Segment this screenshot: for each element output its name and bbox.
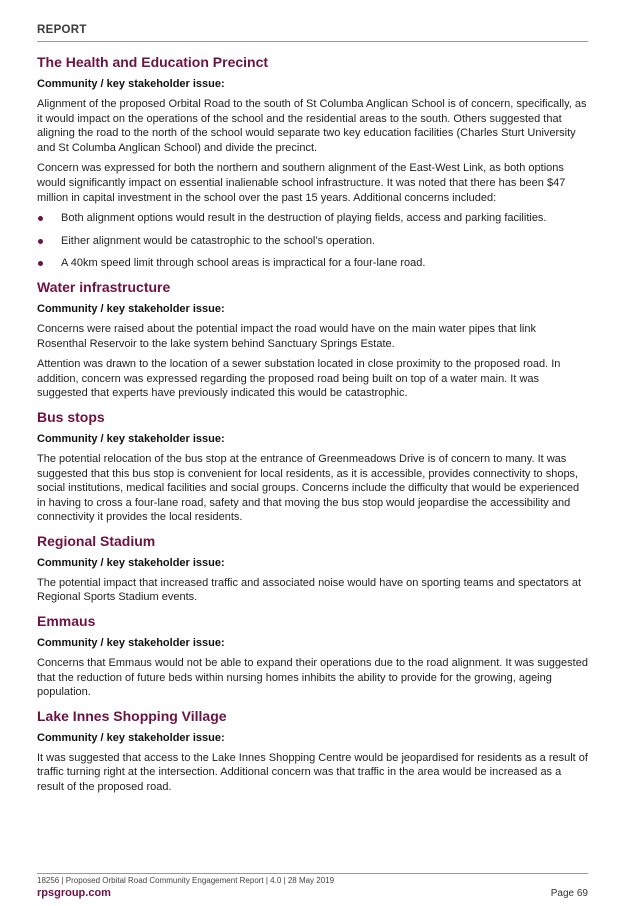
section-regional-stadium: [37, 533, 588, 605]
paragraph: Attention was drawn to the location of a sewer substation located in close proximity to the proposed road. In addition, concern was expressed regarding the proposed road being built on top of a water main. It was suggested that experts have previously indicated this would be catastrophic.: [37, 358, 561, 400]
bullet-item: [37, 234, 588, 249]
issue-label: Community / key stakeholder issue:: [37, 302, 225, 315]
section-water-infrastructure: [37, 279, 588, 401]
section-heading: Bus stops: [37, 408, 105, 425]
bullet-dot-icon: [38, 216, 43, 221]
section-health-education: [37, 54, 588, 271]
section-heading: The Health and Education Precinct: [37, 54, 269, 70]
issue-label: Community / key stakeholder issue:: [37, 731, 225, 744]
section-lake-innes: [37, 708, 588, 795]
paragraph: The potential impact that increased traffic and associated noise would have on sporting teams and spectators at Regional Sports Stadium events.: [37, 576, 582, 604]
bullet-text: Both alignment options would result in the destruction of playing fields, access and parking facilities.: [61, 212, 547, 225]
report-content: [37, 54, 588, 803]
page-number: Page 69: [550, 888, 588, 899]
bullet-text: Either alignment would be catastrophic to the school’s operation.: [61, 234, 376, 247]
section-heading: Water infrastructure: [37, 278, 171, 295]
paragraph: Concerns that Emmaus would not be able to expand their operations due to the road alignment. It was suggested that the reduction of future beds within nursing homes inhibits the ability to provide for the growing, ageing population.: [37, 657, 588, 699]
issue-label: Community / key stakeholder issue:: [37, 556, 225, 569]
issue-label: Community / key stakeholder issue:: [37, 432, 225, 445]
footer-divider: [37, 873, 588, 874]
header-label: REPORT: [37, 24, 87, 36]
section-heading: Lake Innes Shopping Village: [37, 707, 227, 724]
footer-document-info: 18256 | Proposed Orbital Road Community Engagement Report | 4.0 | 28 May 2019: [37, 876, 335, 885]
bullet-item: [37, 256, 588, 271]
section-heading: Regional Stadium: [37, 532, 156, 549]
bullet-item: [37, 211, 588, 226]
paragraph: Concerns were raised about the potential impact the road would have on the main water pipes that link Rosenthal Reservoir to the lake system behind Sanctuary Springs Estate.: [37, 322, 536, 350]
issue-label: Community / key stakeholder issue:: [37, 78, 225, 90]
header-divider: [37, 41, 588, 42]
section-emmaus: [37, 613, 588, 700]
paragraph: Concern was expressed for both the northern and southern alignment of the East-West Link, as both options would significantly impact on essential inalienable school infrastructure. It was noted that there has been $47 million in capital investment in the school over the past 15 years. Additional concerns included:: [37, 162, 566, 204]
paragraph: The potential relocation of the bus stop at the entrance of Greenmeadows Drive is of concern to many. It was suggested that this bus stop is convenient for local residents, as it is accessible, provides connectivity to shops, social institutions, medical facilities and social groups. Concerns include the difficulty that would be experienced in having to cross a four-lane road, safety and that moving the bus stop would jeopardise the accessibility and connectivity it provides the local residents.: [37, 452, 580, 524]
bullet-list: [37, 211, 588, 271]
issue-label: Community / key stakeholder issue:: [37, 637, 225, 650]
section-heading: Emmaus: [37, 613, 96, 630]
section-bus-stops: [37, 409, 588, 525]
bullet-text: A 40km speed limit through school areas is impractical for a four-lane road.: [61, 257, 426, 270]
paragraph: It was suggested that access to the Lake Innes Shopping Centre would be jeopardised for residents as a result of traffic turning right at the intersection. Additional concern was that traffic in the area would be increased as a result of the proposed road.: [37, 751, 588, 794]
footer-website-link[interactable]: rpsgroup.com: [37, 887, 111, 899]
bullet-dot-icon: [38, 261, 43, 266]
paragraph: Alignment of the proposed Orbital Road to the south of St Columba Anglican School is of concern, specifically, as it would impact on the operations of the school and the residential areas to the south. Others suggested that aligning the road to the north of the school would separate two key education facilities (Charles Sturt University and St Columba Anglican School) and divide the precinct.: [37, 98, 587, 154]
bullet-dot-icon: [38, 239, 43, 244]
